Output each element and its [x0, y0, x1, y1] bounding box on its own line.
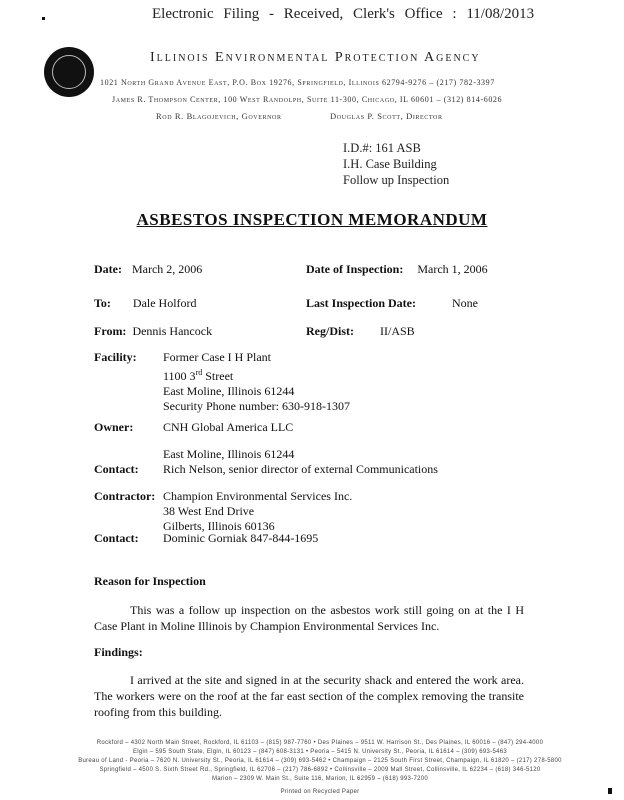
scan-mark — [608, 788, 612, 794]
footer-line: Elgin – 595 South State, Elgin, IL 60123 – (847) 608-3131 • Peoria – 5415 N. University St., Peoria, IL 61614 – (309) 693-5463 — [132, 749, 507, 755]
filing-stamp: Electronic Filing - Received, Clerk's Office : 11/08/2013 — [152, 6, 535, 22]
contractor-contact-label: Contact: — [94, 531, 139, 545]
reason-text: This was a follow up inspection on the asbestos work still going on at the I H Case Plant in Moline Illinois by Champion Environmental Services Inc. — [94, 603, 524, 633]
contractor-city: Gilberts, Illinois 60136 — [163, 519, 275, 533]
footer-line: Marion – 2309 W. Main St., Suite 116, Marion, IL 62959 – (618) 993-7200 — [211, 776, 429, 782]
contractor-label: Contractor: — [94, 489, 156, 503]
last-inspection — [306, 294, 478, 312]
memo-date-value: March 2, 2006 — [131, 262, 203, 276]
memo-date-label: Date: — [94, 262, 122, 276]
owner-city: East Moline, Illinois 61244 — [163, 447, 295, 461]
memo-to-label: To: — [94, 296, 111, 310]
agency-address-line2: James R. Thompson Center, 100 West Randolph, Suite 11-300, Chicago, IL 60601 – (312) 814-6026 — [112, 95, 503, 104]
project-name: I.H. Case Building — [343, 157, 437, 171]
footer-line: Springfield – 4500 S. Sixth Street Rd., Springfield, IL 62706 – (217) 786-6892 • Collinsville – 2009 Mall Street, Collinsville, IL 62234 – (618) 346-5120 — [99, 767, 541, 773]
owner-label: Owner: — [94, 420, 134, 434]
findings-text: I arrived at the site and signed in at the security shack and entered the work area. The workers were on the roof at the far east section of the complex removing the transite roofing from this building. — [94, 673, 524, 719]
facility-label: Facility: — [94, 350, 137, 364]
owner-contact: Rich Nelson, senior director of external Communications — [163, 462, 438, 476]
id-block — [343, 140, 449, 188]
last-inspection-label: Last Inspection Date: — [306, 296, 416, 310]
findings-heading: Findings: — [94, 645, 143, 659]
contractor-name: Champion Environmental Services Inc. — [163, 489, 353, 503]
contractor-contact: Dominic Gorniak 847-844-1695 — [163, 531, 319, 545]
memo-from-label: From: — [94, 324, 127, 338]
facility-city: East Moline, Illinois 61244 — [163, 384, 295, 398]
inspection-date — [306, 260, 488, 278]
facility-name: Former Case I H Plant — [163, 350, 271, 364]
owner-contact-label: Contact: — [94, 462, 139, 476]
last-inspection-value: None — [452, 296, 478, 310]
facility-street: 1100 3rd Street — [163, 368, 234, 383]
owner-name: CNH Global America LLC — [163, 420, 294, 434]
agency-address-line1: 1021 North Grand Avenue East, P.O. Box 19276, Springfield, Illinois 62794-9276 – (217) 782-3397 — [100, 78, 495, 87]
footer-offices — [40, 739, 600, 797]
reg-dist — [306, 322, 415, 340]
reg-dist-value: II/ASB — [380, 324, 415, 338]
printed-on-recycled: Printed on Recycled Paper — [280, 789, 360, 795]
memo-from-value: Dennis Hancock — [132, 324, 213, 338]
inspection-date-label: Date of Inspection: — [306, 262, 404, 276]
footer-line: Bureau of Land - Peoria – 7620 N. University St., Peoria, IL 61614 – (309) 693-5462 • Champaign – 2125 South First Street, Champaign, IL 61820 – (217) 278-5800 — [78, 758, 562, 764]
scan-mark — [42, 17, 45, 20]
reason-heading: Reason for Inspection — [94, 574, 206, 588]
memo-from — [94, 322, 212, 340]
facility-phone: Security Phone number: 630-918-1307 — [163, 399, 350, 413]
director: Douglas P. Scott, Director — [330, 111, 443, 121]
facility-block — [163, 350, 350, 414]
contractor-street: 38 West End Drive — [163, 504, 255, 518]
page-title: ASBESTOS INSPECTION MEMORANDUM — [136, 210, 488, 229]
inspection-type: Follow up Inspection — [343, 173, 450, 187]
agency-seal-icon — [44, 47, 94, 97]
footer-line: Rockford – 4302 North Main Street, Rockford, IL 61103 – (815) 987-7760 • Des Plaines – 9511 W. Harrison St., Des Plaines, IL 60016 – (847) 294-4000 — [96, 740, 544, 746]
reg-dist-label: Reg/Dist: — [306, 324, 354, 338]
memo-date — [94, 260, 202, 278]
memo-to-value: Dale Holford — [132, 296, 197, 310]
id-number: I.D.#: 161 ASB — [343, 141, 421, 155]
agency-name: Illinois Environmental Protection Agency — [150, 50, 481, 65]
governor: Rod R. Blagojevich, Governor — [156, 111, 282, 121]
inspection-date-value: March 1, 2006 — [417, 262, 488, 276]
contractor-block — [163, 489, 352, 534]
memo-to — [94, 294, 197, 312]
